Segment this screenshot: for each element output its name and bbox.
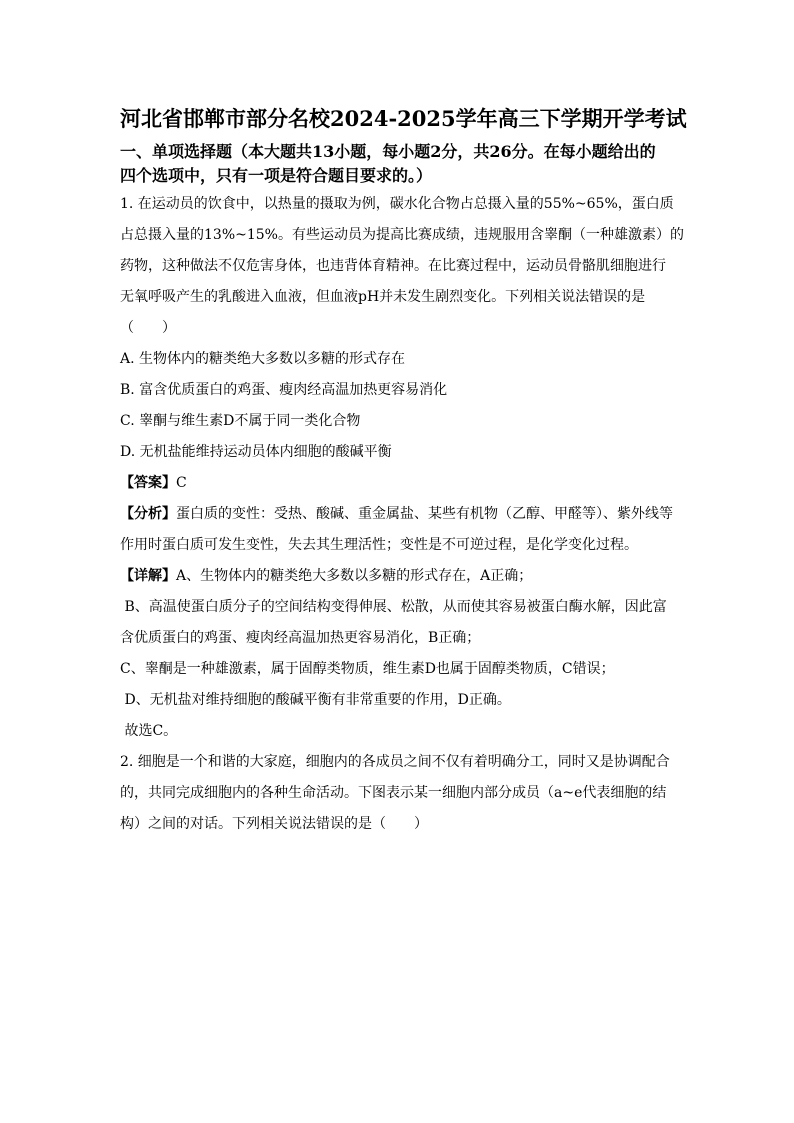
detail-text-1: A、生物体内的糖类绝大多数以多糖的形式存在，A正确； [176,568,533,584]
q1-detail-line-5: D、无机盐对维持细胞的酸碱平衡有非常重要的作用，D正确。 [120,692,511,708]
q1-analysis-line-1 [120,504,673,524]
q1-detail-line-6: 故选C。 [120,723,178,739]
answer-label: 【答案】 [120,475,176,491]
q1-option-d: D. 无机盐能维持运动员体内细胞的酸碱平衡 [120,444,392,460]
q1-detail-line-3: 含优质蛋白的鸡蛋、瘦肉经高温加热更容易消化，B正确； [120,630,481,646]
analysis-label: 【分析】 [120,506,176,522]
q1-stem-line-3: 药物，这种做法不仅危害身体，也违背体育精神。在比赛过程中，运动员骨骼肌细胞进行 [120,258,666,274]
q1-option-c: C. 睾酮与维生素D不属于同一类化合物 [120,413,361,429]
q1-option-a: A. 生物体内的糖类绝大多数以多糖的形式存在 [120,351,406,367]
q1-stem-line-4: 无氧呼吸产生的乳酸进入血液，但血液pH并未发生剧烈变化。下列相关说法错误的是 [120,289,646,305]
q2-stem-line-1: 2. 细胞是一个和谐的大家庭，细胞内的各成员之间不仅有着明确分工，同时又是协调配合 [120,754,670,770]
document-title: 河北省邯郸市部分名校2024-2025学年高三下学期开学考试 [120,106,687,131]
answer-value: C [176,475,187,491]
section-heading [120,140,680,188]
q2-stem-line-2: 的，共同完成细胞内的各种生命活动。下图表示某一细胞内部分成员（a~e代表细胞的结 [120,785,667,801]
q1-detail-line-4: C、睾酮是一种雄激素，属于固醇类物质，维生素D也属于固醇类物质，C错误； [120,661,615,677]
section-heading-line-2: 四个选项中，只有一项是符合题目要求的。） [120,166,433,185]
section-heading-line-1: 一、单项选择题（本大题共13小题，每小题2分，共26分。在每小题给出的 [120,142,656,161]
q1-option-b: B. 富含优质蛋白的鸡蛋、瘦肉经高温加热更容易消化 [120,382,448,398]
q1-analysis-line-2: 作用时蛋白质可发生变性，失去其生理活性；变性是不可逆过程，是化学变化过程。 [120,537,638,553]
detail-label: 【详解】 [120,568,176,584]
analysis-text-1: 蛋白质的变性：受热、酸碱、重金属盐、某些有机物（乙醇、甲醛等）、紫外线等 [176,506,673,522]
q1-stem-line-2: 占总摄入量的13%~15%。有些运动员为提高比赛成绩，违规服用含睾酮（一种雄激素）的 [120,227,684,243]
q1-answer [120,473,187,493]
q2-stem-line-3: 构）之间的对话。下列相关说法错误的是（ ） [120,816,428,832]
q1-detail-line-2: B、高温使蛋白质分子的空间结构变得伸展、松散，从而使其容易被蛋白酶水解，因此富 [120,599,667,615]
q1-detail-line-1 [120,566,532,586]
q1-stem-line-1: 1. 在运动员的饮食中，以热量的摄取为例，碳水化合物占总摄入量的55%~65%，蛋白质 [120,196,674,212]
q1-stem-line-5: （ ） [120,320,176,336]
